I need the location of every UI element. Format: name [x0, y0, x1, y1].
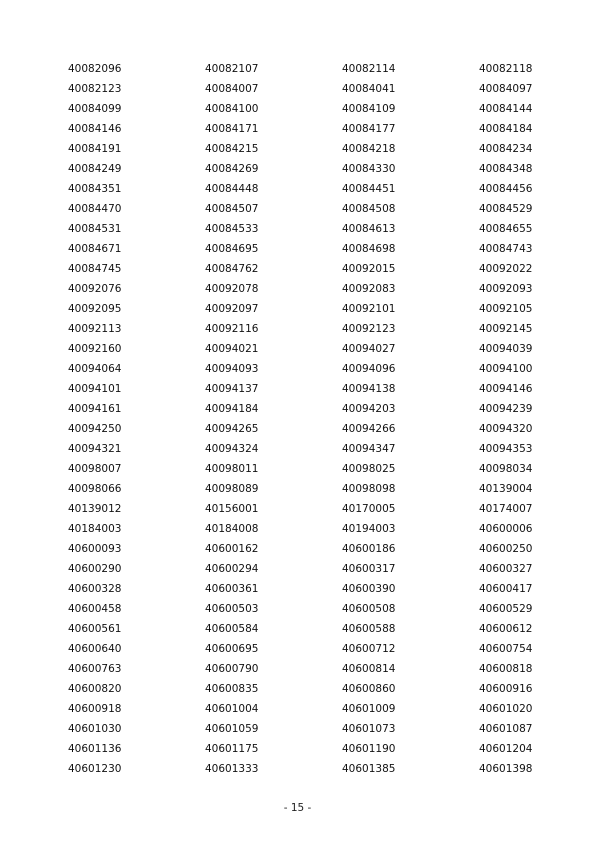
table-cell: 40094021: [205, 343, 259, 355]
table-cell: 40094161: [68, 403, 122, 415]
table-cell: 40084529: [479, 203, 533, 215]
table-cell: 40084007: [205, 83, 259, 95]
table-cell: 40084348: [479, 163, 533, 175]
table-row: [68, 619, 548, 639]
table-cell: 40600327: [479, 563, 533, 575]
table-cell: 40600417: [479, 583, 533, 595]
table-cell: 40084470: [68, 203, 122, 215]
table-row: [68, 639, 548, 659]
table-cell: 40082096: [68, 63, 122, 75]
table-cell: 40084698: [342, 243, 396, 255]
table-cell: 40084762: [205, 263, 259, 275]
table-row: [68, 719, 548, 739]
table-cell: 40082107: [205, 63, 259, 75]
table-cell: 40601333: [205, 763, 259, 775]
table-row: [68, 739, 548, 759]
table-row: [68, 119, 548, 139]
table-cell: 40094250: [68, 423, 122, 435]
table-cell: 40600503: [205, 603, 259, 615]
table-cell: 40084508: [342, 203, 396, 215]
table-cell: 40092078: [205, 283, 259, 295]
table-row: [68, 479, 548, 499]
table-cell: 40084743: [479, 243, 533, 255]
table-cell: 40600612: [479, 623, 533, 635]
table-row: [68, 339, 548, 359]
table-cell: 40600790: [205, 663, 259, 675]
table-cell: 40156001: [205, 503, 259, 515]
table-cell: 40084041: [342, 83, 396, 95]
table-row: [68, 519, 548, 539]
table-cell: 40094239: [479, 403, 533, 415]
table-cell: 40600712: [342, 643, 396, 655]
table-cell: 40600390: [342, 583, 396, 595]
table-cell: 40098011: [205, 463, 259, 475]
table-cell: 40170005: [342, 503, 396, 515]
table-cell: 40600820: [68, 683, 122, 695]
table-cell: 40600361: [205, 583, 259, 595]
table-cell: 40601059: [205, 723, 259, 735]
table-cell: 40601073: [342, 723, 396, 735]
table-cell: 40084507: [205, 203, 259, 215]
table-row: [68, 279, 548, 299]
table-cell: 40084234: [479, 143, 533, 155]
table-cell: 40084531: [68, 223, 122, 235]
table-cell: 40600093: [68, 543, 122, 555]
table-cell: 40600695: [205, 643, 259, 655]
table-cell: 40600835: [205, 683, 259, 695]
table-cell: 40092095: [68, 303, 122, 315]
table-cell: 40601030: [68, 723, 122, 735]
table-cell: 40098034: [479, 463, 533, 475]
table-cell: 40092101: [342, 303, 396, 315]
table-cell: 40600561: [68, 623, 122, 635]
table-cell: 40092022: [479, 263, 533, 275]
table-row: [68, 439, 548, 459]
table-row: [68, 499, 548, 519]
table-cell: 40084448: [205, 183, 259, 195]
table-cell: 40084655: [479, 223, 533, 235]
table-cell: 40094064: [68, 363, 122, 375]
table-cell: 40600458: [68, 603, 122, 615]
table-cell: 40601204: [479, 743, 533, 755]
table-cell: 40600588: [342, 623, 396, 635]
table-cell: 40600754: [479, 643, 533, 655]
table-cell: 40092116: [205, 323, 259, 335]
table-cell: 40600250: [479, 543, 533, 555]
table-cell: 40094353: [479, 443, 533, 455]
table-cell: 40601385: [342, 763, 396, 775]
table-cell: 40094096: [342, 363, 396, 375]
table-cell: 40600317: [342, 563, 396, 575]
table-cell: 40092076: [68, 283, 122, 295]
table-cell: 40094137: [205, 383, 259, 395]
table-cell: 40084099: [68, 103, 122, 115]
table-cell: 40601020: [479, 703, 533, 715]
table-cell: 40084456: [479, 183, 533, 195]
table-cell: 40600508: [342, 603, 396, 615]
table-row: [68, 139, 548, 159]
table-cell: 40139004: [479, 483, 533, 495]
table-cell: 40084100: [205, 103, 259, 115]
table-cell: 40092083: [342, 283, 396, 295]
table-cell: 40084144: [479, 103, 533, 115]
table-row: [68, 399, 548, 419]
codes-table: [68, 59, 548, 779]
table-cell: 40601004: [205, 703, 259, 715]
table-cell: 40084330: [342, 163, 396, 175]
table-row: [68, 539, 548, 559]
table-cell: 40094203: [342, 403, 396, 415]
table-cell: 40092145: [479, 323, 533, 335]
table-cell: 40601087: [479, 723, 533, 735]
table-row: [68, 159, 548, 179]
table-cell: 40084671: [68, 243, 122, 255]
table-row: [68, 659, 548, 679]
table-row: [68, 459, 548, 479]
table-row: [68, 299, 548, 319]
table-row: [68, 79, 548, 99]
table-cell: 40082118: [479, 63, 533, 75]
table-cell: 40139012: [68, 503, 122, 515]
table-cell: 40600584: [205, 623, 259, 635]
table-cell: 40094093: [205, 363, 259, 375]
table-cell: 40094101: [68, 383, 122, 395]
table-cell: 40084351: [68, 183, 122, 195]
table-cell: 40600290: [68, 563, 122, 575]
table-cell: 40094321: [68, 443, 122, 455]
table-cell: 40094324: [205, 443, 259, 455]
table-cell: 40600814: [342, 663, 396, 675]
table-cell: 40601190: [342, 743, 396, 755]
page-number: - 15 -: [283, 802, 312, 814]
table-cell: 40600918: [68, 703, 122, 715]
table-cell: 40084109: [342, 103, 396, 115]
table-cell: 40084218: [342, 143, 396, 155]
table-cell: 40094039: [479, 343, 533, 355]
table-cell: 40600162: [205, 543, 259, 555]
table-row: [68, 359, 548, 379]
table-cell: 40098025: [342, 463, 396, 475]
table-row: [68, 239, 548, 259]
table-row: [68, 699, 548, 719]
table-cell: 40094266: [342, 423, 396, 435]
table-cell: 40084249: [68, 163, 122, 175]
table-cell: 40600529: [479, 603, 533, 615]
table-cell: 40092105: [479, 303, 533, 315]
table-cell: 40601175: [205, 743, 259, 755]
table-cell: 40082123: [68, 83, 122, 95]
table-row: [68, 759, 548, 779]
table-cell: 40094265: [205, 423, 259, 435]
table-row: [68, 379, 548, 399]
table-cell: 40092113: [68, 323, 122, 335]
table-cell: 40094347: [342, 443, 396, 455]
table-cell: 40084171: [205, 123, 259, 135]
table-cell: 40084269: [205, 163, 259, 175]
table-cell: 40601009: [342, 703, 396, 715]
table-cell: 40092160: [68, 343, 122, 355]
table-cell: 40601136: [68, 743, 122, 755]
table-cell: 40084146: [68, 123, 122, 135]
table-cell: 40092015: [342, 263, 396, 275]
table-row: [68, 99, 548, 119]
table-cell: 40174007: [479, 503, 533, 515]
table-cell: 40098007: [68, 463, 122, 475]
table-cell: 40094027: [342, 343, 396, 355]
table-row: [68, 319, 548, 339]
table-cell: 40098098: [342, 483, 396, 495]
table-cell: 40084745: [68, 263, 122, 275]
table-cell: 40084613: [342, 223, 396, 235]
table-row: [68, 559, 548, 579]
table-cell: 40194003: [342, 523, 396, 535]
table-cell: 40092097: [205, 303, 259, 315]
table-row: [68, 179, 548, 199]
table-cell: 40600186: [342, 543, 396, 555]
table-row: [68, 219, 548, 239]
table-cell: 40084177: [342, 123, 396, 135]
table-cell: 40094184: [205, 403, 259, 415]
table-row: [68, 199, 548, 219]
table-cell: 40184008: [205, 523, 259, 535]
table-cell: 40084184: [479, 123, 533, 135]
table-row: [68, 679, 548, 699]
table-row: [68, 259, 548, 279]
table-cell: 40094320: [479, 423, 533, 435]
table-cell: 40094146: [479, 383, 533, 395]
table-cell: 40084451: [342, 183, 396, 195]
table-row: [68, 419, 548, 439]
table-cell: 40600294: [205, 563, 259, 575]
table-cell: 40094100: [479, 363, 533, 375]
table-cell: 40084533: [205, 223, 259, 235]
table-cell: 40098066: [68, 483, 122, 495]
table-cell: 40092093: [479, 283, 533, 295]
table-cell: 40094138: [342, 383, 396, 395]
table-row: [68, 579, 548, 599]
table-cell: 40084695: [205, 243, 259, 255]
table-cell: 40084191: [68, 143, 122, 155]
table-cell: 40082114: [342, 63, 396, 75]
table-cell: 40600818: [479, 663, 533, 675]
table-cell: 40600916: [479, 683, 533, 695]
table-cell: 40092123: [342, 323, 396, 335]
table-cell: 40600328: [68, 583, 122, 595]
table-cell: 40084215: [205, 143, 259, 155]
table-cell: 40601230: [68, 763, 122, 775]
table-cell: 40600006: [479, 523, 533, 535]
table-cell: 40084097: [479, 83, 533, 95]
table-row: [68, 599, 548, 619]
table-cell: 40600860: [342, 683, 396, 695]
table-row: [68, 59, 548, 79]
table-cell: 40184003: [68, 523, 122, 535]
table-cell: 40600640: [68, 643, 122, 655]
table-cell: 40098089: [205, 483, 259, 495]
table-cell: 40600763: [68, 663, 122, 675]
table-cell: 40601398: [479, 763, 533, 775]
